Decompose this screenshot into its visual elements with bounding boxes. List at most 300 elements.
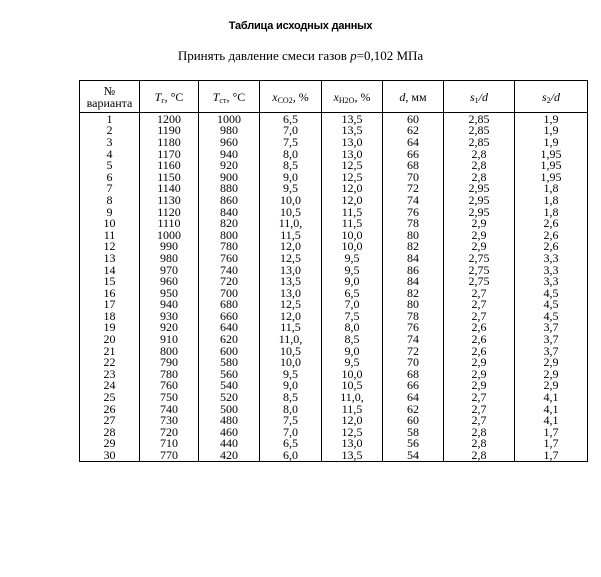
cell-tg: 940: [140, 299, 199, 311]
cell-xh2o: 13,0: [322, 148, 383, 160]
cell-tg: 780: [140, 368, 199, 380]
header-s2d-sub: 2: [546, 95, 551, 105]
cell-d: 78: [383, 310, 444, 322]
cell-s1d: 2,9: [444, 229, 515, 241]
cell-s2d: 1,8: [515, 206, 588, 218]
cell-s1d: 2,85: [444, 125, 515, 137]
cell-tst: 760: [199, 252, 260, 264]
cell-d: 60: [383, 113, 444, 125]
cell-d: 66: [383, 148, 444, 160]
cell-s1d: 2,85: [444, 113, 515, 125]
table-row: [80, 217, 588, 229]
cell-tg: 750: [140, 391, 199, 403]
cell-d: 80: [383, 229, 444, 241]
table-row: [80, 299, 588, 311]
cell-xh2o: 13,5: [322, 113, 383, 125]
cell-xh2o: 12,5: [322, 426, 383, 438]
cell-d: 54: [383, 449, 444, 461]
cell-tg: 1180: [140, 136, 199, 148]
cell-s2d: 4,1: [515, 414, 588, 426]
cell-variant: 27: [80, 414, 140, 426]
table-row: [80, 113, 588, 125]
table-row: [80, 206, 588, 218]
cell-tg: 970: [140, 264, 199, 276]
header-xco2: [260, 81, 322, 113]
cell-s2d: 1,8: [515, 194, 588, 206]
cell-s1d: 2,8: [444, 449, 515, 461]
table-row: [80, 438, 588, 450]
cell-variant: 26: [80, 403, 140, 415]
cell-tst: 500: [199, 403, 260, 415]
cell-tg: 730: [140, 414, 199, 426]
cell-tst: 700: [199, 287, 260, 299]
cell-tg: 1130: [140, 194, 199, 206]
cell-s2d: 3,7: [515, 322, 588, 334]
header-s1d: [444, 81, 515, 113]
cell-variant: 25: [80, 391, 140, 403]
cell-xco2: 11,0,: [260, 333, 322, 345]
cell-s1d: 2,6: [444, 345, 515, 357]
cell-s1d: 2,7: [444, 414, 515, 426]
cell-tst: 600: [199, 345, 260, 357]
cell-s1d: 2,9: [444, 217, 515, 229]
cell-s2d: 1,7: [515, 438, 588, 450]
cell-xco2: 9,0: [260, 380, 322, 392]
cell-xco2: 8,5: [260, 159, 322, 171]
cell-d: 74: [383, 194, 444, 206]
cell-s1d: 2,8: [444, 148, 515, 160]
cell-tg: 710: [140, 438, 199, 450]
header-d: [383, 81, 444, 113]
cell-s2d: 4,1: [515, 403, 588, 415]
cell-xco2: 13,0: [260, 287, 322, 299]
cell-xh2o: 10,5: [322, 380, 383, 392]
cell-s1d: 2,9: [444, 368, 515, 380]
cell-s2d: 1,9: [515, 125, 588, 137]
cell-d: 62: [383, 125, 444, 137]
cell-variant: 28: [80, 426, 140, 438]
table-row: [80, 449, 588, 461]
cell-xh2o: 13,0: [322, 136, 383, 148]
cell-s2d: 4,1: [515, 391, 588, 403]
cell-d: 68: [383, 159, 444, 171]
cell-tst: 780: [199, 241, 260, 253]
table-row: [80, 414, 588, 426]
cell-variant: 30: [80, 449, 140, 461]
cell-s1d: 2,8: [444, 426, 515, 438]
header-variant-no: №: [103, 83, 116, 98]
table-row: [80, 287, 588, 299]
cell-xco2: 9,0: [260, 171, 322, 183]
cell-variant: 18: [80, 310, 140, 322]
cell-xh2o: 8,0: [322, 322, 383, 334]
cell-s1d: 2,6: [444, 333, 515, 345]
cell-tst: 620: [199, 333, 260, 345]
cell-xh2o: 10,0: [322, 241, 383, 253]
cell-xh2o: 11,5: [322, 206, 383, 218]
cell-s1d: 2,95: [444, 183, 515, 195]
cell-d: 76: [383, 322, 444, 334]
cell-xh2o: 8,5: [322, 333, 383, 345]
cell-xco2: 9,5: [260, 368, 322, 380]
header-s2d-main: s: [541, 89, 547, 104]
table-body: [80, 113, 588, 462]
header-xco2-suffix: , %: [292, 89, 309, 104]
cell-tg: 1150: [140, 171, 199, 183]
cell-tst: 840: [199, 206, 260, 218]
pressure-note-prefix: Принять давление смеси газов: [177, 48, 351, 63]
cell-d: 86: [383, 264, 444, 276]
header-xh2o-sub: H2O: [338, 95, 355, 105]
cell-xh2o: 9,5: [322, 356, 383, 368]
cell-xco2: 13,0: [260, 264, 322, 276]
header-tst-main: T: [212, 89, 220, 104]
cell-xco2: 6,5: [260, 113, 322, 125]
cell-s1d: 2,75: [444, 275, 515, 287]
cell-xco2: 10,5: [260, 206, 322, 218]
cell-d: 64: [383, 136, 444, 148]
cell-s1d: 2,9: [444, 380, 515, 392]
header-tg-sub: г: [161, 95, 165, 105]
cell-variant: 10: [80, 217, 140, 229]
cell-xco2: 6,0: [260, 449, 322, 461]
cell-tst: 740: [199, 264, 260, 276]
cell-s1d: 2,7: [444, 310, 515, 322]
cell-xh2o: 9,0: [322, 275, 383, 287]
cell-tg: 980: [140, 252, 199, 264]
cell-tst: 800: [199, 229, 260, 241]
cell-xh2o: 13,5: [322, 449, 383, 461]
cell-s2d: 4,5: [515, 310, 588, 322]
header-tg-main: T: [154, 89, 162, 104]
cell-xco2: 12,5: [260, 252, 322, 264]
cell-variant: 24: [80, 380, 140, 392]
cell-tg: 920: [140, 322, 199, 334]
cell-d: 82: [383, 287, 444, 299]
cell-s1d: 2,7: [444, 287, 515, 299]
cell-d: 82: [383, 241, 444, 253]
cell-variant: 3: [80, 136, 140, 148]
table-row: [80, 310, 588, 322]
table-row: [80, 426, 588, 438]
cell-variant: 2: [80, 125, 140, 137]
table-row: [80, 194, 588, 206]
cell-xh2o: 11,0,: [322, 391, 383, 403]
cell-s2d: 1,7: [515, 449, 588, 461]
cell-tg: 1120: [140, 206, 199, 218]
cell-variant: 12: [80, 241, 140, 253]
cell-xh2o: 11,5: [322, 403, 383, 415]
cell-xco2: 10,0: [260, 194, 322, 206]
cell-s1d: 2,8: [444, 438, 515, 450]
cell-xh2o: 12,5: [322, 171, 383, 183]
cell-variant: 14: [80, 264, 140, 276]
cell-xco2: 13,5: [260, 275, 322, 287]
cell-s1d: 2,75: [444, 252, 515, 264]
table-row: [80, 403, 588, 415]
cell-s2d: 4,5: [515, 299, 588, 311]
table-row: [80, 136, 588, 148]
cell-d: 62: [383, 403, 444, 415]
table-header-row: [80, 81, 588, 113]
cell-variant: 1: [80, 113, 140, 125]
cell-xco2: 7,0: [260, 125, 322, 137]
cell-xco2: 12,0: [260, 310, 322, 322]
cell-s2d: 2,9: [515, 356, 588, 368]
cell-s1d: 2,7: [444, 391, 515, 403]
header-xh2o: [322, 81, 383, 113]
header-tg: [140, 81, 199, 113]
cell-xco2: 8,5: [260, 391, 322, 403]
table-row: [80, 345, 588, 357]
cell-variant: 5: [80, 159, 140, 171]
cell-tst: 680: [199, 299, 260, 311]
cell-d: 72: [383, 183, 444, 195]
cell-d: 84: [383, 275, 444, 287]
cell-xco2: 11,0,: [260, 217, 322, 229]
cell-xco2: 9,5: [260, 183, 322, 195]
cell-s1d: 2,8: [444, 171, 515, 183]
cell-s2d: 1,9: [515, 113, 588, 125]
table-row: [80, 229, 588, 241]
cell-d: 74: [383, 333, 444, 345]
cell-d: 84: [383, 252, 444, 264]
cell-tg: 1000: [140, 229, 199, 241]
cell-variant: 6: [80, 171, 140, 183]
cell-s1d: 2,6: [444, 322, 515, 334]
header-tst-suffix: , °C: [226, 89, 246, 104]
cell-tst: 640: [199, 322, 260, 334]
table-row: [80, 252, 588, 264]
cell-tg: 760: [140, 380, 199, 392]
cell-s2d: 4,5: [515, 287, 588, 299]
cell-xco2: 10,5: [260, 345, 322, 357]
header-xh2o-main: x: [333, 89, 339, 104]
document-title: Таблица исходных данных: [228, 20, 373, 32]
header-s1d-sub: 1: [474, 95, 479, 105]
table-row: [80, 380, 588, 392]
cell-xh2o: 12,5: [322, 159, 383, 171]
cell-xh2o: 12,0: [322, 414, 383, 426]
cell-variant: 17: [80, 299, 140, 311]
cell-xco2: 7,5: [260, 136, 322, 148]
initial-data-table: [79, 80, 588, 462]
cell-variant: 8: [80, 194, 140, 206]
cell-xh2o: 13,5: [322, 125, 383, 137]
cell-tst: 980: [199, 125, 260, 137]
cell-variant: 22: [80, 356, 140, 368]
cell-tst: 660: [199, 310, 260, 322]
table-row: [80, 241, 588, 253]
cell-tst: 820: [199, 217, 260, 229]
table-row: [80, 171, 588, 183]
cell-tg: 930: [140, 310, 199, 322]
cell-xh2o: 6,5: [322, 287, 383, 299]
cell-tg: 770: [140, 449, 199, 461]
table-row: [80, 391, 588, 403]
table-row: [80, 159, 588, 171]
cell-xco2: 12,0: [260, 241, 322, 253]
cell-s1d: 2,9: [444, 356, 515, 368]
cell-variant: 19: [80, 322, 140, 334]
cell-xh2o: 12,0: [322, 183, 383, 195]
header-tst-sub: ст: [219, 95, 227, 105]
header-s1d-suffix: /d: [478, 89, 488, 104]
cell-tst: 560: [199, 368, 260, 380]
pressure-note: [0, 48, 601, 64]
pressure-variable: p: [350, 48, 357, 63]
cell-xh2o: 13,0: [322, 438, 383, 450]
table-row: [80, 148, 588, 160]
cell-s2d: 2,6: [515, 241, 588, 253]
cell-s2d: 1,95: [515, 159, 588, 171]
cell-tst: 440: [199, 438, 260, 450]
header-tst: [199, 81, 260, 113]
table-row: [80, 183, 588, 195]
cell-tst: 940: [199, 148, 260, 160]
cell-tg: 790: [140, 356, 199, 368]
cell-xco2: 6,5: [260, 438, 322, 450]
cell-d: 56: [383, 438, 444, 450]
cell-variant: 29: [80, 438, 140, 450]
cell-xh2o: 11,5: [322, 217, 383, 229]
cell-xh2o: 9,5: [322, 264, 383, 276]
cell-tg: 960: [140, 275, 199, 287]
cell-d: 60: [383, 414, 444, 426]
cell-xco2: 7,0: [260, 426, 322, 438]
cell-variant: 15: [80, 275, 140, 287]
cell-tst: 880: [199, 183, 260, 195]
cell-tst: 920: [199, 159, 260, 171]
cell-s1d: 2,7: [444, 299, 515, 311]
cell-d: 68: [383, 368, 444, 380]
table-row: [80, 368, 588, 380]
cell-tg: 800: [140, 345, 199, 357]
cell-tg: 1200: [140, 113, 199, 125]
cell-variant: 21: [80, 345, 140, 357]
cell-variant: 9: [80, 206, 140, 218]
cell-tst: 520: [199, 391, 260, 403]
cell-xh2o: 10,0: [322, 229, 383, 241]
header-variant: [80, 81, 140, 113]
header-variant-label: варианта: [86, 95, 133, 110]
cell-tg: 740: [140, 403, 199, 415]
cell-xh2o: 9,0: [322, 345, 383, 357]
cell-s2d: 2,6: [515, 217, 588, 229]
cell-s1d: 2,75: [444, 264, 515, 276]
cell-d: 78: [383, 217, 444, 229]
pressure-value: =0,102 МПа: [356, 48, 424, 63]
cell-tst: 540: [199, 380, 260, 392]
cell-d: 76: [383, 206, 444, 218]
cell-tg: 950: [140, 287, 199, 299]
cell-variant: 11: [80, 229, 140, 241]
cell-xco2: 10,0: [260, 356, 322, 368]
header-s2d: [515, 81, 588, 113]
cell-tst: 860: [199, 194, 260, 206]
cell-tst: 460: [199, 426, 260, 438]
cell-xh2o: 7,0: [322, 299, 383, 311]
table-row: [80, 125, 588, 137]
header-tg-suffix: , °C: [164, 89, 184, 104]
cell-d: 80: [383, 299, 444, 311]
cell-tg: 1160: [140, 159, 199, 171]
table-row: [80, 264, 588, 276]
cell-variant: 23: [80, 368, 140, 380]
cell-s1d: 2,8: [444, 159, 515, 171]
cell-s1d: 2,95: [444, 194, 515, 206]
cell-xco2: 11,5: [260, 229, 322, 241]
cell-variant: 16: [80, 287, 140, 299]
cell-tst: 900: [199, 171, 260, 183]
cell-xco2: 12,5: [260, 299, 322, 311]
cell-xco2: 11,5: [260, 322, 322, 334]
cell-s1d: 2,85: [444, 136, 515, 148]
cell-tg: 1140: [140, 183, 199, 195]
cell-tg: 1170: [140, 148, 199, 160]
cell-s2d: 1,95: [515, 148, 588, 160]
cell-s2d: 1,9: [515, 136, 588, 148]
cell-s2d: 1,7: [515, 426, 588, 438]
cell-tst: 420: [199, 449, 260, 461]
cell-s2d: 2,9: [515, 380, 588, 392]
cell-xh2o: 10,0: [322, 368, 383, 380]
cell-s2d: 3,7: [515, 345, 588, 357]
cell-tst: 960: [199, 136, 260, 148]
cell-d: 72: [383, 345, 444, 357]
cell-tg: 720: [140, 426, 199, 438]
cell-s2d: 1,8: [515, 183, 588, 195]
cell-tg: 1190: [140, 125, 199, 137]
cell-d: 70: [383, 356, 444, 368]
cell-variant: 7: [80, 183, 140, 195]
cell-tg: 910: [140, 333, 199, 345]
cell-s2d: 3,3: [515, 252, 588, 264]
cell-variant: 13: [80, 252, 140, 264]
cell-s1d: 2,95: [444, 206, 515, 218]
header-s2d-suffix: /d: [550, 89, 560, 104]
cell-tst: 580: [199, 356, 260, 368]
header-d-suffix: , мм: [405, 89, 427, 104]
cell-d: 58: [383, 426, 444, 438]
header-xh2o-suffix: , %: [354, 89, 371, 104]
cell-d: 64: [383, 391, 444, 403]
cell-d: 66: [383, 380, 444, 392]
cell-xco2: 7,5: [260, 414, 322, 426]
cell-tg: 1110: [140, 217, 199, 229]
cell-xh2o: 9,5: [322, 252, 383, 264]
cell-xh2o: 7,5: [322, 310, 383, 322]
cell-tst: 480: [199, 414, 260, 426]
cell-d: 70: [383, 171, 444, 183]
cell-s2d: 3,3: [515, 264, 588, 276]
table-row: [80, 322, 588, 334]
cell-variant: 20: [80, 333, 140, 345]
cell-s2d: 3,7: [515, 333, 588, 345]
table-row: [80, 333, 588, 345]
cell-xh2o: 12,0: [322, 194, 383, 206]
cell-s1d: 2,9: [444, 241, 515, 253]
cell-s2d: 2,6: [515, 229, 588, 241]
cell-xco2: 8,0: [260, 148, 322, 160]
cell-xco2: 8,0: [260, 403, 322, 415]
cell-s1d: 2,7: [444, 403, 515, 415]
cell-variant: 4: [80, 148, 140, 160]
cell-tst: 720: [199, 275, 260, 287]
table-row: [80, 356, 588, 368]
cell-s2d: 3,3: [515, 275, 588, 287]
header-xco2-main: x: [272, 89, 278, 104]
